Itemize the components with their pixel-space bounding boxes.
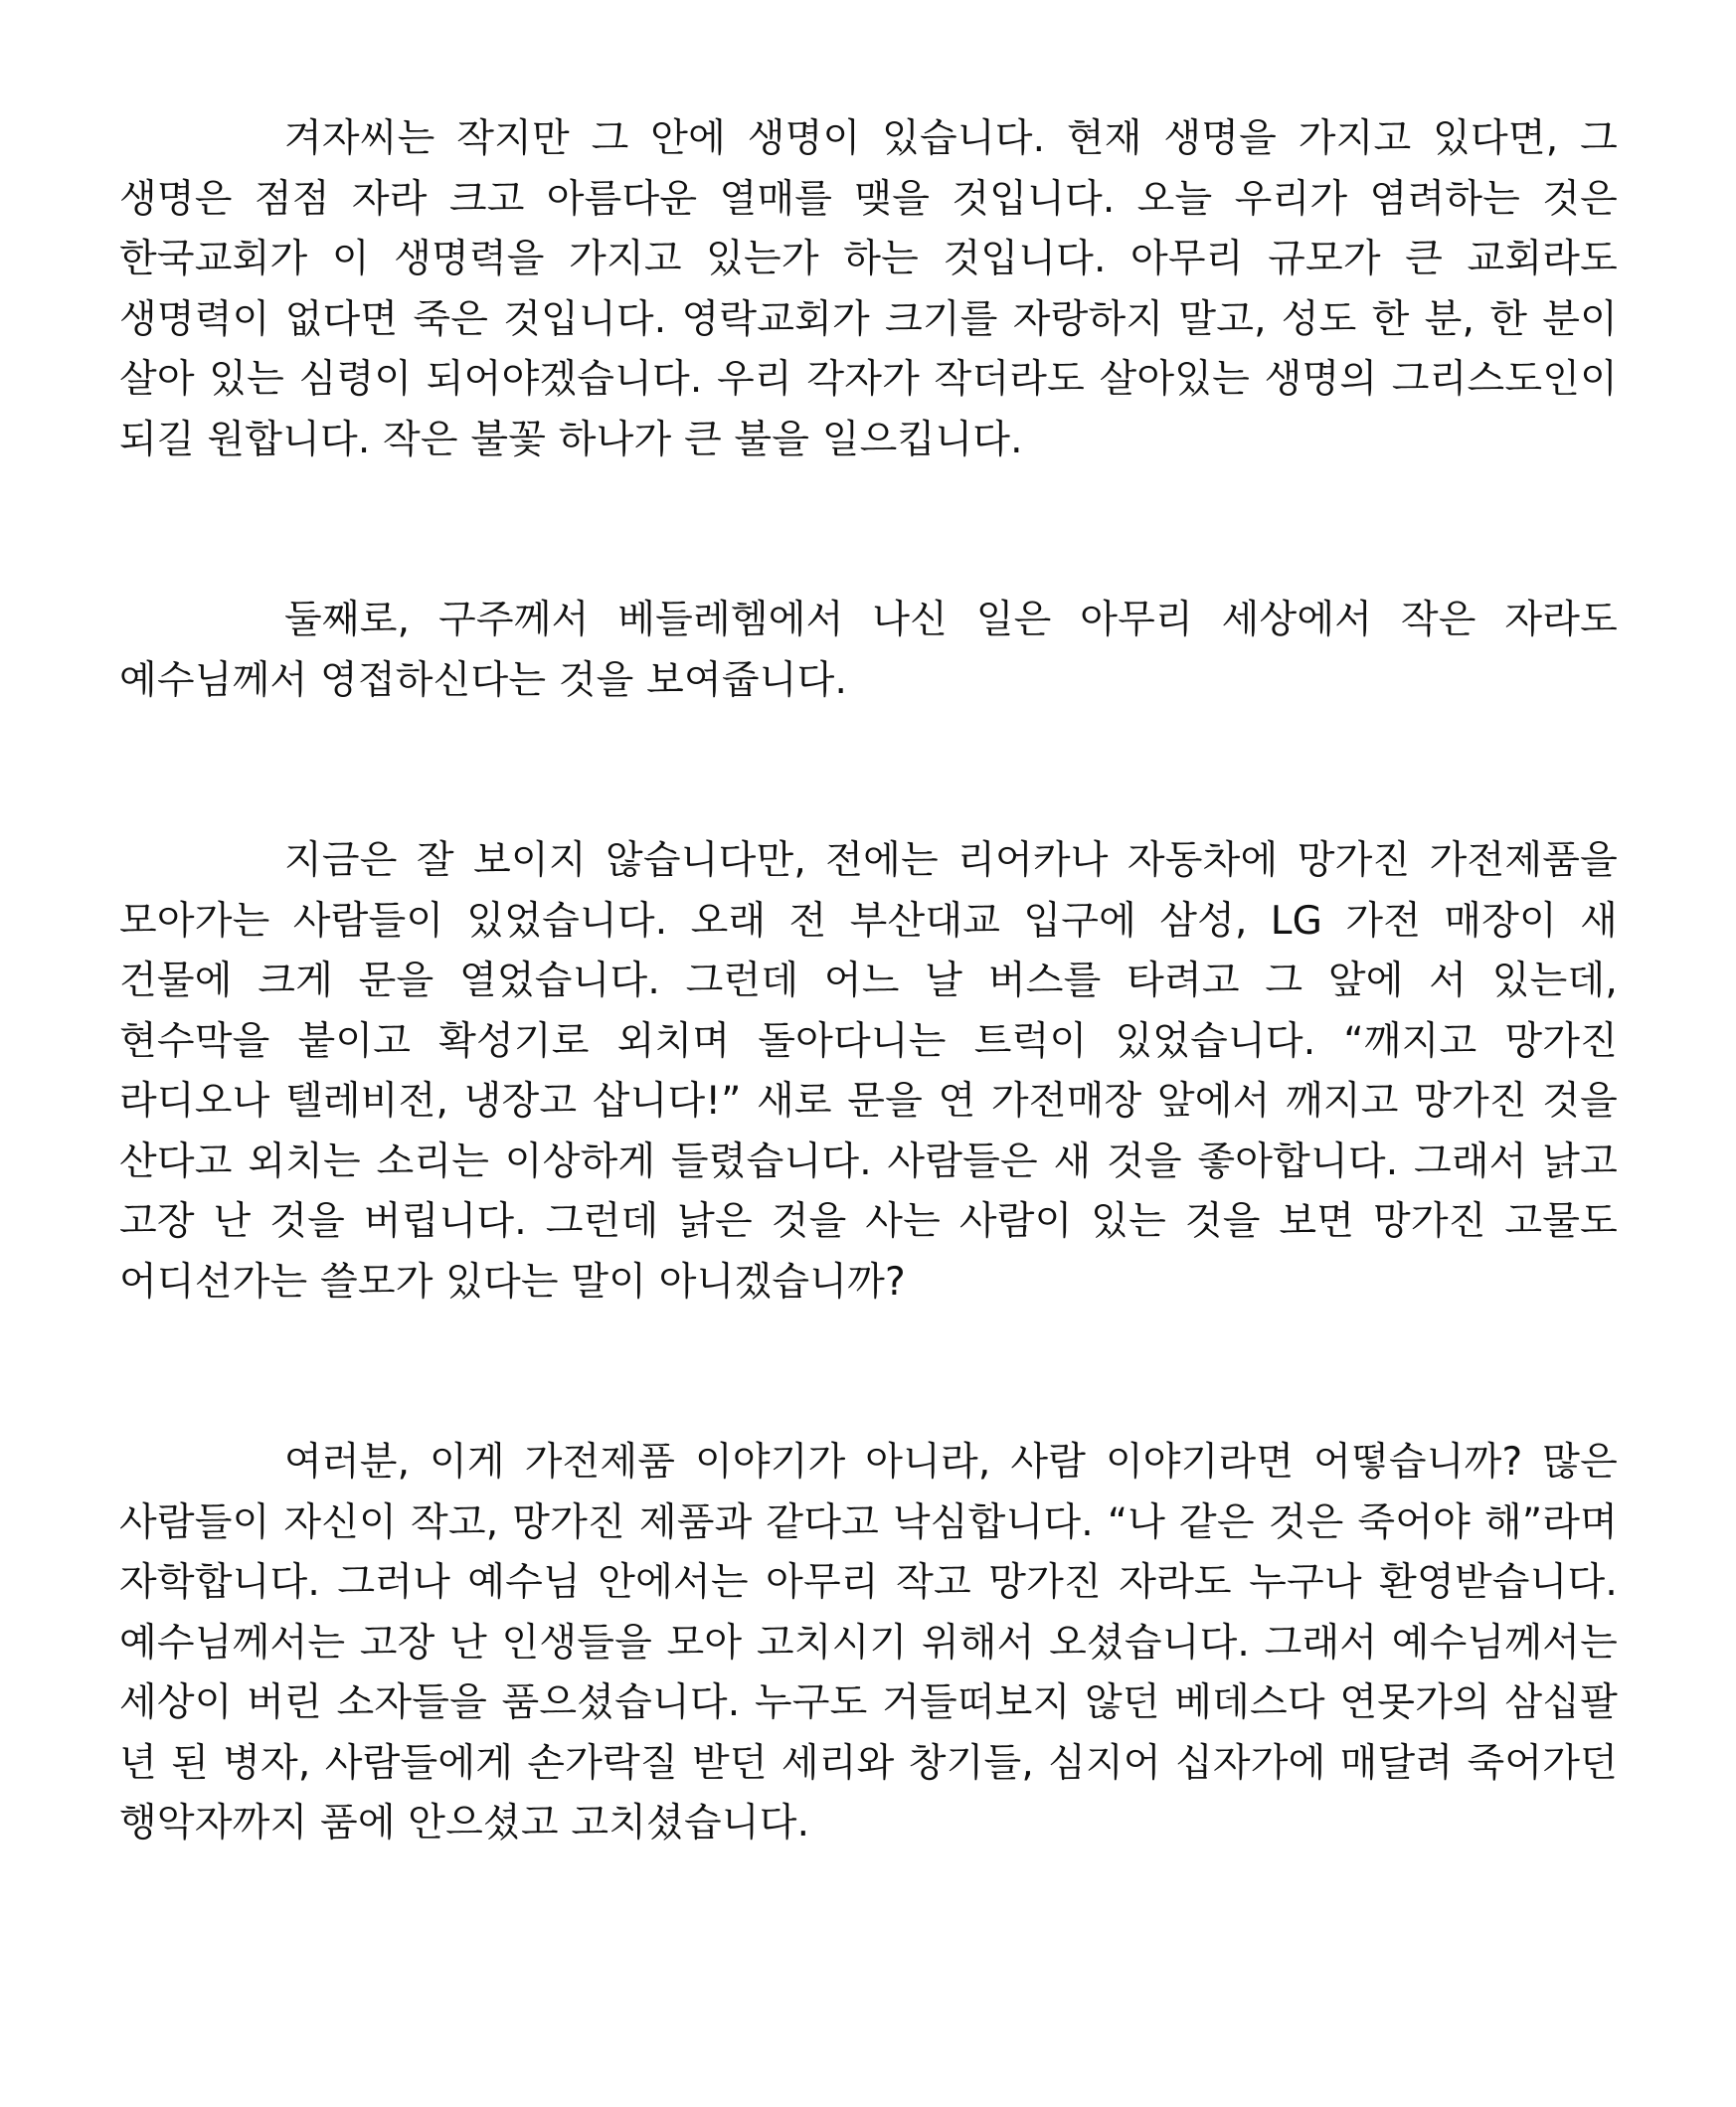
paragraph-second-point: 둘째로, 구주께서 베들레헴에서 나신 일은 아무리 세상에서 작은 자라도 예수님께서 영접하신다는 것을 보여줍니다. (119, 598, 1618, 703)
paragraph-broken-appliances: 지금은 잘 보이지 않습니다만, 전에는 리어카나 자동차에 망가진 가전제품을 모아가는 사람들이 있었습니다. 오래 전 부산대교 입구에 삼성, LG 가전 매장이 새 건물에 크게 문을 열었습니다. 그런데 어느 날 버스를 타려고 그 앞에 서 있는데, 현수막을 붙이고 확성기로 외치며 돌아다니는 트럭이 있었습니다. “깨지고 망가진 라디오나 텔레비전, 냉장고 삽니다!” 새로 문을 연 가전매장 앞에서 깨지고 망가진 것을 산다고 외치는 소리는 이상하게 들렸습니다. 사람들은 새 것을 좋아합니다. 그래서 낡고 고장 난 것을 버립니다. 그런데 낡은 것을 사는 사람이 있는 것을 보면 망가진 고물도 어디선가는 쓸모가 있다는 말이 아니겠습니까? (119, 838, 1618, 1305)
paragraph-mustard-seed: 겨자씨는 작지만 그 안에 생명이 있습니다. 현재 생명을 가지고 있다면, 그 생명은 점점 자라 크고 아름다운 열매를 맺을 것입니다. 오늘 우리가 염려하는 것은 한국교회가 이 생명력을 가지고 있는가 하는 것입니다. 아무리 규모가 큰 교회라도 생명력이 없다면 죽은 것입니다. 영락교회가 크기를 자랑하지 말고, 성도 한 분, 한 분이 살아 있는 심령이 되어야겠습니다. 우리 각자가 작더라도 살아있는 생명의 그리스도인이 되길 원합니다. 작은 불꽃 하나가 큰 불을 일으킵니다. (119, 116, 1618, 462)
document-page (119, 109, 1618, 1854)
paragraph-broken-people: 여러분, 이게 가전제품 이야기가 아니라, 사람 이야기라면 어떻습니까? 많은 사람들이 자신이 작고, 망가진 제품과 같다고 낙심합니다. “나 같은 것은 죽어야 해”라며 자학합니다. 그러나 예수님 안에서는 아무리 작고 망가진 자라도 누구나 환영받습니다. 예수님께서는 고장 난 인생들을 모아 고치시기 위해서 오셨습니다. 그래서 예수님께서는 세상이 버린 소자들을 품으셨습니다. 누구도 거들떠보지 않던 베데스다 연못가의 삼십팔 년 된 병자, 사람들에게 손가락질 받던 세리와 창기들, 심지어 십자가에 매달려 죽어가던 행악자까지 품에 안으셨고 고치셨습니다. (119, 1440, 1618, 1845)
